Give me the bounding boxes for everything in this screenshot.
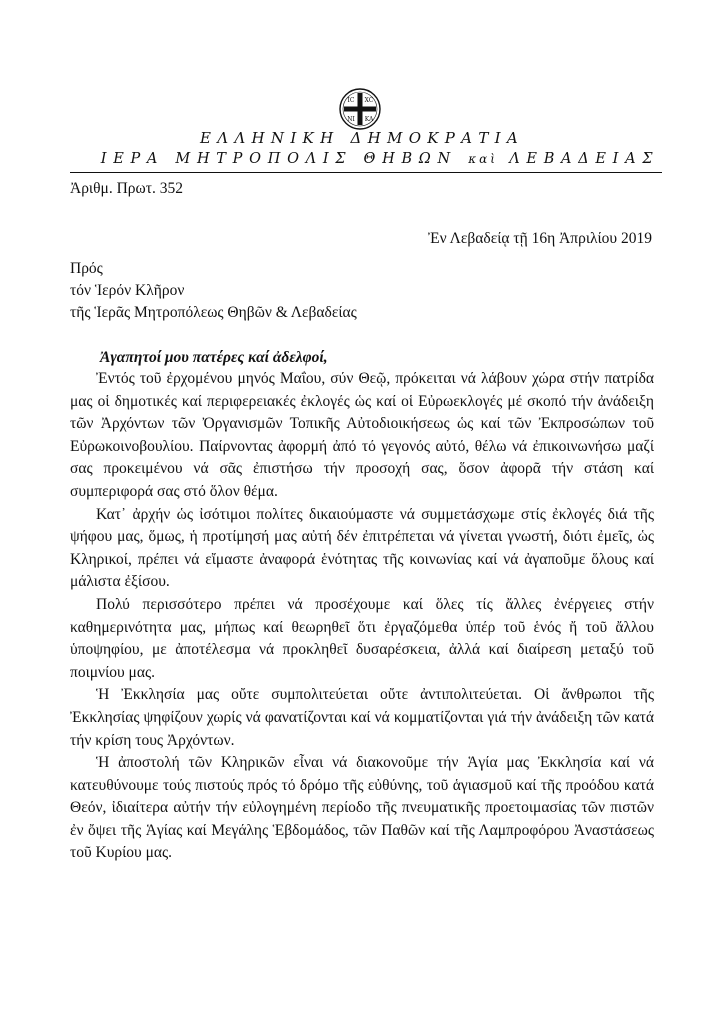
recipient-line-1: Πρός xyxy=(70,260,103,277)
header-city-name: ΛΕΒΑΔΕΙΑΣ xyxy=(509,151,660,167)
letter-body xyxy=(70,368,654,865)
header-line-state: ΕΛΛΗΝΙΚΗ ΔΗΜΟΚΡΑΤΙΑ xyxy=(200,129,524,147)
paragraph: Ἐντός τοῦ ἐρχομένου μηνός Μαΐου, σύν Θεῷ, πρόκειται νά λάβουν χώρα στήν πατρίδα μας οἱ δημοτικές καί περιφερειακές ἐκλογές ὡς καί οἱ Εὐρωεκλογές μέ σκοπό τήν ἀνάδειξη τῶν Ἀρχόντων τῶν Ὀργανισμῶν Τοπικῆς Αὐτοδιοικήσεως ὡς καί τῶν Ἐκπροσώπων τοῦ Εὐρωκοινοβουλίου. Παίρνοντας ἀφορμή ἀπό τό γεγονός αὐτό, θέλω νά ἐπικοινωνήσω μαζί σας προκειμένου νά σᾶς ἐπιστήσω τήν προσοχή σας, ὅσον ἀφορᾶ τήν στάση καί συμπεριφορά σας στό ὅλον θέμα. xyxy=(70,370,654,500)
protocol-number: Ἀριθμ. Πρωτ. 352 xyxy=(70,180,183,197)
header-line-metropolis xyxy=(70,150,690,168)
svg-text:XC: XC xyxy=(364,97,374,104)
header-divider xyxy=(70,172,662,173)
recipient-line-2: τόν Ἱερόν Κλῆρον xyxy=(70,282,185,299)
paragraph: Ἡ ἀποστολή τῶν Κληρικῶν εἶναι νά διακονοῦμε τήν Ἁγία μας Ἐκκλησία καί νά κατευθύνουμε τούς πιστούς πρός τό δρόμο τῆς εὐθύνης, τοῦ ἁγιασμοῦ καί τῆς προόδου κατά Θεόν, ἰδιαίτερα αὐτήν τήν εὐλογημένη περίοδο τῆς πνευματικῆς προετοιμασίας τῶν πιστῶν ἐν ὄψει τῆς Ἁγίας καί Μεγάλης Ἑβδομάδος, τῶν Παθῶν καί τῆς Λαμπροφόρου Ἀναστάσεως τοῦ Κυρίου μας. xyxy=(70,754,654,862)
header-conjunction: καὶ xyxy=(468,152,498,166)
svg-text:IC: IC xyxy=(347,97,355,104)
salutation: Ἀγαπητοί μου πατέρες καί ἀδελφοί, xyxy=(100,349,328,366)
letter-date: Ἐν Λεβαδείᾳ τῇ 16η Ἀπριλίου 2019 xyxy=(428,230,652,247)
paragraph: Κατ᾽ ἀρχήν ὡς ἰσότιμοι πολίτες δικαιούμαστε νά συμμετάσχωμε στίς ἐκλογές διά τῆς ψήφου μας, ὅμως, ἡ προτίμησή μας αὐτή δέν ἐπιτρέπεται νά γίνεται γνωστή, διότι ἐμεῖς, ὡς Κληρικοί, πρέπει νά εἴμαστε ἀναφορά ἑνότητας τῆς κοινωνίας καί νά ἀγαποῦμε ὅλους καί μάλιστα ἐξίσου. xyxy=(70,505,654,591)
svg-text:NI: NI xyxy=(347,116,355,123)
header-metropolis-name: ΙΕΡΑ ΜΗΤΡΟΠΟΛΙΣ ΘΗΒΩΝ xyxy=(100,151,457,167)
paragraph: Πολύ περισσότερο πρέπει νά προσέχουμε καί ὅλες τίς ἄλλες ἐνέργειες στήν καθημερινότητα μας, μήπως καί θεωρηθεῖ ὅτι ἐργαζόμεθα ὑπέρ τοῦ ἑνός ἤ τοῦ ἄλλου ὑποψηφίου, με ἀποτέλεσμα νά προκληθεῖ δυσαρέσκεια, ἀλλά καί διαίρεση μεταξύ τοῦ ποιμνίου μας. xyxy=(70,595,654,681)
paragraph: Ἡ Ἐκκλησία μας οὔτε συμπολιτεύεται οὔτε ἀντιπολιτεύεται. Οἱ ἄνθρωποι τῆς Ἐκκλησίας ψηφίζουν χωρίς νά φανατίζονται καί νά κομματίζονται γιά τήν ἀνάδειξη τῶν κατά τήν κρίση τους Ἀρχόντων. xyxy=(70,686,654,749)
cross-seal-icon xyxy=(338,87,382,131)
recipient-line-3: τῆς Ἱερᾶς Μητροπόλεως Θηβῶν & Λεβαδείας xyxy=(70,304,357,321)
svg-text:KA: KA xyxy=(364,116,374,123)
